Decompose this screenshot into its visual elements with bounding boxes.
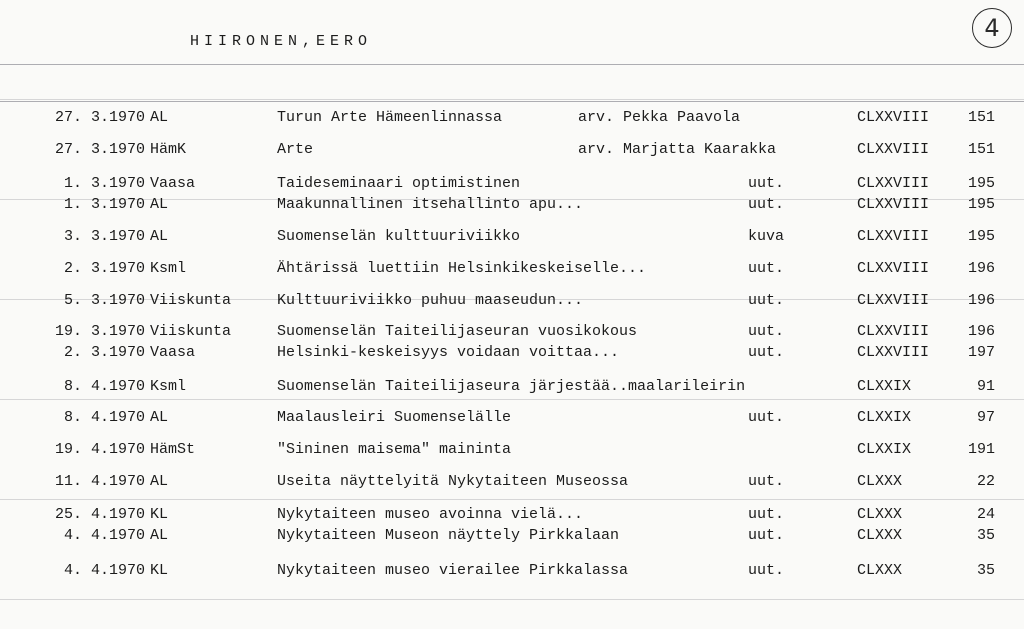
entry-headline: "Sininen maisema" maininta (277, 441, 512, 458)
entry-date: 2. 3.1970 (63, 260, 145, 277)
entry-volume: CLXXVIII (857, 228, 930, 245)
entry-source: AL (150, 409, 169, 426)
entry-volume: CLXXX (857, 506, 903, 523)
entry-type: uut. (748, 527, 785, 544)
header-rule (0, 64, 1024, 65)
entry-date: 2. 3.1970 (63, 344, 145, 361)
entry-source: AL (150, 109, 169, 126)
card-number: 4 (972, 8, 1012, 48)
entry-row (0, 322, 1024, 342)
entry-headline: Nykytaiteen museo avoinna vielä... (277, 506, 584, 523)
entry-page: 195 (967, 175, 995, 192)
entry-page: 35 (976, 527, 995, 544)
entry-row (0, 440, 1024, 460)
entry-source: KL (150, 562, 169, 579)
entry-volume: CLXXVIII (857, 344, 930, 361)
entry-date: 27. 3.1970 (54, 141, 145, 158)
entry-page: 24 (976, 506, 995, 523)
entry-headline: Turun Arte Hämeenlinnassa (277, 109, 503, 126)
entry-headline: Suomenselän Taiteilijaseuran vuosikokous (277, 323, 638, 340)
entry-source: AL (150, 473, 169, 490)
card-title: HIIRONEN,EERO (190, 33, 373, 50)
entry-page: 91 (976, 378, 995, 395)
entry-headline: Arte (277, 141, 314, 158)
entry-date: 4. 4.1970 (63, 527, 145, 544)
entry-row (0, 408, 1024, 428)
entry-page: 195 (967, 196, 995, 213)
entry-date: 1. 3.1970 (63, 175, 145, 192)
entry-type: uut. (748, 323, 785, 340)
entry-volume: CLXXVIII (857, 323, 930, 340)
entry-source: HämK (150, 141, 187, 158)
entry-type: uut. (748, 260, 785, 277)
entry-volume: CLXXVIII (857, 141, 930, 158)
entry-type: uut. (748, 344, 785, 361)
entry-date: 3. 3.1970 (63, 228, 145, 245)
entry-date: 5. 3.1970 (63, 292, 145, 309)
entry-volume: CLXXVIII (857, 196, 930, 213)
entry-date: 11. 4.1970 (54, 473, 145, 490)
entry-row (0, 291, 1024, 311)
entry-source: AL (150, 196, 169, 213)
entry-source: HämSt (150, 441, 196, 458)
entry-headline: Maakunnallinen itsehallinto apu... (277, 196, 584, 213)
entry-source: AL (150, 228, 169, 245)
entry-date: 8. 4.1970 (63, 378, 145, 395)
entry-page: 196 (967, 260, 995, 277)
entry-page: 22 (976, 473, 995, 490)
entry-page: 35 (976, 562, 995, 579)
entry-headline: Helsinki-keskeisyys voidaan voittaa... (277, 344, 620, 361)
column-rule (0, 101, 1024, 102)
entry-date: 25. 4.1970 (54, 506, 145, 523)
entry-source: Viiskunta (150, 323, 232, 340)
entry-headline: Ähtärissä luettiin Helsinkikeskeiselle... (277, 260, 647, 277)
entry-date: 19. 4.1970 (54, 441, 145, 458)
entry-headline: Nykytaiteen Museon näyttely Pirkkalaan (277, 527, 620, 544)
entry-row (0, 343, 1024, 363)
entry-headline: Nykytaiteen museo vierailee Pirkkalassa (277, 562, 629, 579)
entry-source: KL (150, 506, 169, 523)
entry-headline: Useita näyttelyitä Nykytaiteen Museossa (277, 473, 629, 490)
entry-headline: Taideseminaari optimistinen (277, 175, 521, 192)
entry-volume: CLXXIX (857, 441, 912, 458)
entry-row (0, 561, 1024, 581)
entry-source: Vaasa (150, 175, 196, 192)
entry-source: Ksml (150, 260, 187, 277)
entry-date: 8. 4.1970 (63, 409, 145, 426)
entry-type: uut. (748, 409, 785, 426)
entry-row (0, 195, 1024, 215)
entry-note: arv. Marjatta Kaarakka (578, 141, 777, 158)
entry-volume: CLXXIX (857, 409, 912, 426)
entry-source: Vaasa (150, 344, 196, 361)
entry-row (0, 526, 1024, 546)
entry-type: uut. (748, 175, 785, 192)
entry-page: 196 (967, 292, 995, 309)
entry-type: uut. (748, 292, 785, 309)
entry-date: 1. 3.1970 (63, 196, 145, 213)
entry-date: 19. 3.1970 (54, 323, 145, 340)
entry-note: arv. Pekka Paavola (578, 109, 741, 126)
entry-volume: CLXXVIII (857, 260, 930, 277)
entry-page: 195 (967, 228, 995, 245)
entry-row (0, 140, 1024, 160)
entry-page: 97 (976, 409, 995, 426)
entry-headline: Suomenselän kulttuuriviikko (277, 228, 521, 245)
entry-row (0, 505, 1024, 525)
entry-row (0, 472, 1024, 492)
entry-volume: CLXXVIII (857, 109, 930, 126)
entry-row (0, 108, 1024, 128)
entry-volume: CLXXVIII (857, 175, 930, 192)
entry-type: uut. (748, 506, 785, 523)
entry-date: 27. 3.1970 (54, 109, 145, 126)
entry-volume: CLXXX (857, 527, 903, 544)
entry-source: Ksml (150, 378, 187, 395)
entry-type: uut. (748, 196, 785, 213)
entry-row (0, 174, 1024, 194)
entry-type: uut. (748, 473, 785, 490)
entry-source: Viiskunta (150, 292, 232, 309)
entry-row (0, 377, 1024, 397)
entry-volume: CLXXIX (857, 378, 912, 395)
entry-source: AL (150, 527, 169, 544)
entry-type: kuva (748, 228, 785, 245)
entry-row (0, 227, 1024, 247)
entry-headline: Maalausleiri Suomenselälle (277, 409, 512, 426)
entry-page: 151 (967, 109, 995, 126)
entry-page: 191 (967, 441, 995, 458)
entry-volume: CLXXX (857, 473, 903, 490)
entry-headline: Suomenselän Taiteilijaseura järjestää..maalarileirin (277, 378, 746, 395)
entry-volume: CLXXX (857, 562, 903, 579)
entry-page: 151 (967, 141, 995, 158)
entry-date: 4. 4.1970 (63, 562, 145, 579)
entry-volume: CLXXVIII (857, 292, 930, 309)
entry-headline: Kulttuuriviikko puhuu maaseudun... (277, 292, 584, 309)
entry-row (0, 259, 1024, 279)
entry-page: 197 (967, 344, 995, 361)
entry-page: 196 (967, 323, 995, 340)
entry-type: uut. (748, 562, 785, 579)
